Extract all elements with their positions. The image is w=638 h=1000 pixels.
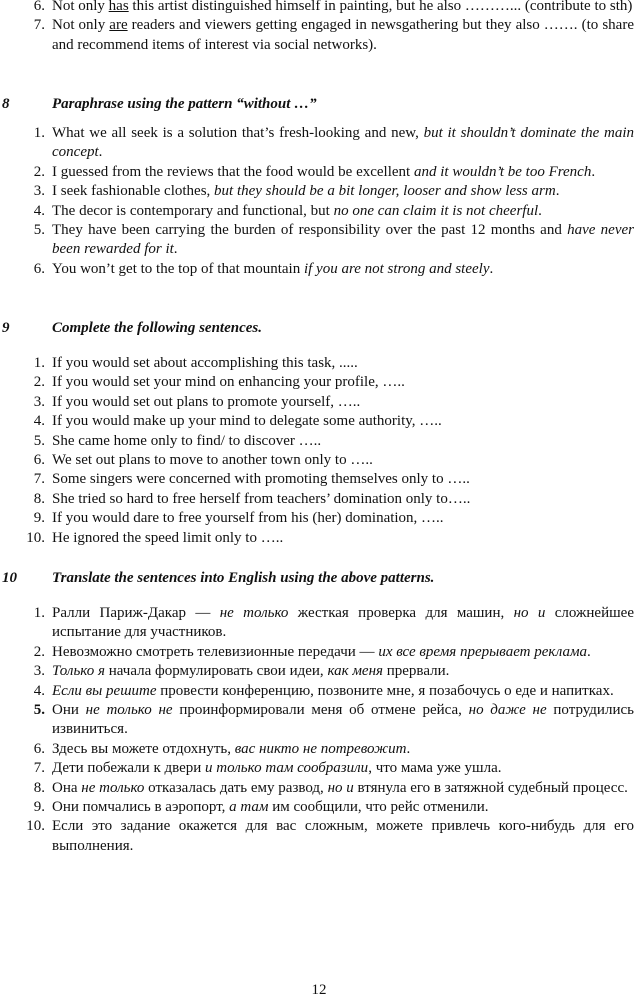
item-text: Она xyxy=(52,779,82,796)
item-text: . xyxy=(489,260,494,277)
item-text: Ралли Париж-Дакар — xyxy=(52,605,220,621)
item-text: The decor is contemporary and functional, but xyxy=(52,202,334,219)
exercise-9-list xyxy=(0,354,638,548)
item-number: 1. xyxy=(33,125,45,141)
item-text: . xyxy=(173,241,178,258)
item-text: Они помчались в аэропорт, xyxy=(52,799,230,816)
list-item xyxy=(0,490,638,509)
list-item xyxy=(0,182,638,201)
item-number: 2. xyxy=(33,643,45,660)
italic-text: не только не xyxy=(85,702,173,719)
item-number: 4. xyxy=(33,682,45,699)
item-number: 2. xyxy=(33,374,45,391)
item-text: Невозможно смотреть телевизионные передачи — xyxy=(52,643,379,660)
item-text: втянула его в затяжной судебный процесс. xyxy=(353,779,628,796)
italic-text: их все время прерывает реклама xyxy=(378,643,588,660)
exercise-10-heading xyxy=(0,568,638,588)
item-text: readers and viewers getting engaged in newsgathering but they also ……. (to share and recommend items of interest via social networks). xyxy=(52,17,634,53)
item-text: начала формулировать свои идеи, xyxy=(104,663,328,680)
exercise-8-heading xyxy=(0,94,638,114)
list-item xyxy=(0,779,638,798)
italic-text: and it wouldn’t be too French xyxy=(413,163,592,180)
list-item xyxy=(0,798,638,817)
list-item xyxy=(0,529,638,548)
item-text: прервали. xyxy=(383,663,450,680)
item-text: им сообщили, что рейс отменили. xyxy=(268,799,489,816)
item-number: 10. xyxy=(26,818,45,835)
exercise-number: 9 xyxy=(2,320,10,336)
italic-text: if you are not strong and steely xyxy=(303,260,490,277)
item-number: 8. xyxy=(33,779,45,796)
italic-text: but they should be a bit longer, looser and show less arm xyxy=(214,183,556,200)
italic-text: вас никто не потревожит xyxy=(234,740,407,757)
item-text: провести конференцию, позвоните мне, я позабочусь о еде и напитках. xyxy=(156,682,614,699)
list-item xyxy=(0,451,638,470)
item-text: We set out plans to move to another town only to ….. xyxy=(52,452,373,469)
list-item xyxy=(0,260,638,279)
list-item xyxy=(0,470,638,489)
list-item xyxy=(0,412,638,431)
item-number: 6. xyxy=(33,260,45,277)
item-text: , что мама уже ушла. xyxy=(368,760,502,777)
item-number: 8. xyxy=(33,490,45,507)
italic-text: не только xyxy=(81,779,145,796)
list-item xyxy=(0,0,638,16)
item-number: 2. xyxy=(33,163,45,180)
item-text: I seek fashionable clothes, xyxy=(52,183,215,200)
list-item xyxy=(0,432,638,451)
item-number: 4. xyxy=(33,413,45,430)
item-text: I guessed from the reviews that the food would be excellent xyxy=(52,163,414,180)
item-text: She came home only to find/ to discover ….. xyxy=(52,432,322,449)
item-text: жесткая проверка для машин, xyxy=(288,605,514,621)
italic-text: но даже не xyxy=(468,702,547,719)
list-item xyxy=(0,817,638,856)
page-number: 12 xyxy=(311,982,327,998)
list-item xyxy=(0,740,638,759)
italic-text: а там xyxy=(229,799,269,816)
item-text: Здесь вы можете отдохнуть, xyxy=(52,740,235,757)
item-number: 6. xyxy=(33,452,45,469)
item-text: You won’t get to the top of that mountain xyxy=(52,260,304,277)
item-text: . xyxy=(555,183,560,200)
exercise-number: 10 xyxy=(2,570,17,586)
item-number: 9. xyxy=(33,799,45,816)
item-text: . xyxy=(98,144,103,161)
exercise-title: Translate the sentences into English using the above patterns. xyxy=(52,570,435,586)
italic-text: как меня xyxy=(327,663,383,680)
item-text: She tried so hard to free herself from teachers’ domination only to….. xyxy=(52,490,471,507)
italic-text: have never been rewarded for it xyxy=(52,222,634,258)
item-number: 5. xyxy=(33,432,45,449)
item-text: Not only xyxy=(52,0,109,14)
previous-exercise-list xyxy=(0,0,638,55)
italic-text: не только xyxy=(219,605,289,621)
exercise-title: Complete the following sentences. xyxy=(52,320,262,336)
item-text: Они xyxy=(52,702,86,719)
item-number: 5. xyxy=(33,222,45,239)
list-item xyxy=(0,354,638,373)
exercise-8-list xyxy=(0,124,638,279)
item-text: отказалась дать ему развод, xyxy=(144,779,328,796)
item-number: 1. xyxy=(33,355,45,371)
item-text: проинформировали меня об отмене рейса, xyxy=(172,702,469,719)
exercise-title: Paraphrase using the pattern “without …” xyxy=(52,96,317,112)
italic-text: Только я xyxy=(52,663,105,680)
italic-text: но и xyxy=(513,605,546,621)
list-item xyxy=(0,509,638,528)
exercise-10-list xyxy=(0,604,638,856)
italic-text: но и xyxy=(327,779,354,796)
item-number: 9. xyxy=(33,510,45,527)
item-text: Если это задание окажется для вас сложным, можете привлечь кого-нибудь для его выполнения. xyxy=(52,818,634,854)
list-item xyxy=(0,124,638,163)
list-item xyxy=(0,682,638,701)
list-item xyxy=(0,604,638,643)
item-text: . xyxy=(406,740,411,757)
list-item xyxy=(0,643,638,662)
item-number: 6. xyxy=(33,0,45,14)
item-text: If you would set about accomplishing this task, ..... xyxy=(52,355,358,371)
item-text: They have been carrying the burden of responsibility over the past 12 months and xyxy=(52,222,568,239)
item-number: 7. xyxy=(33,760,45,777)
exercise-9-heading xyxy=(0,318,638,338)
item-text: If you would make up your mind to delegate some authority, ….. xyxy=(52,413,442,430)
italic-text: no one can claim it is not cheerful xyxy=(333,202,539,219)
item-number: 7. xyxy=(33,17,45,34)
item-number: 6. xyxy=(33,740,45,757)
italic-text: и только там сообразили xyxy=(205,760,369,777)
item-text: He ignored the speed limit only to ….. xyxy=(52,529,284,546)
item-text: . xyxy=(587,643,591,660)
list-item xyxy=(0,373,638,392)
item-number: 7. xyxy=(33,471,45,488)
item-number: 5. xyxy=(33,702,45,719)
underlined-word: has xyxy=(108,0,129,14)
list-item xyxy=(0,393,638,412)
item-number: 3. xyxy=(33,393,45,410)
item-number: 4. xyxy=(33,202,45,219)
underlined-word: are xyxy=(109,17,128,34)
exercise-number: 8 xyxy=(2,96,10,112)
item-text: сложнейшее испытание для участников. xyxy=(52,605,634,641)
list-item xyxy=(0,759,638,778)
list-item xyxy=(0,701,638,740)
item-text: If you would set out plans to promote yourself, ….. xyxy=(52,393,361,410)
italic-text: but it shouldn’t dominate the main concept xyxy=(52,125,634,161)
item-text: . xyxy=(538,202,542,219)
italic-text: Если вы решите xyxy=(52,682,157,699)
list-item xyxy=(0,202,638,221)
item-number: 3. xyxy=(33,663,45,680)
list-item xyxy=(0,221,638,260)
item-number: 10. xyxy=(26,529,45,546)
item-number: 1. xyxy=(33,605,45,621)
item-text: потрудились извиниться. xyxy=(52,702,634,738)
item-text: . xyxy=(591,163,596,180)
item-text: Not only xyxy=(52,17,110,34)
item-text: this artist distinguished himself in painting, but he also ………... (contribute to sth) xyxy=(128,0,633,14)
item-number: 3. xyxy=(33,183,45,200)
item-text: If you would dare to free yourself from his (her) domination, ….. xyxy=(52,510,444,527)
list-item xyxy=(0,16,638,55)
list-item xyxy=(0,163,638,182)
item-text: Дети побежали к двери xyxy=(52,760,206,777)
item-text: If you would set your mind on enhancing your profile, ….. xyxy=(52,374,405,391)
item-text: What we all seek is a solution that’s fresh-looking and new, xyxy=(52,125,424,141)
item-text: Some singers were concerned with promoting themselves only to ….. xyxy=(52,471,470,488)
list-item xyxy=(0,662,638,681)
